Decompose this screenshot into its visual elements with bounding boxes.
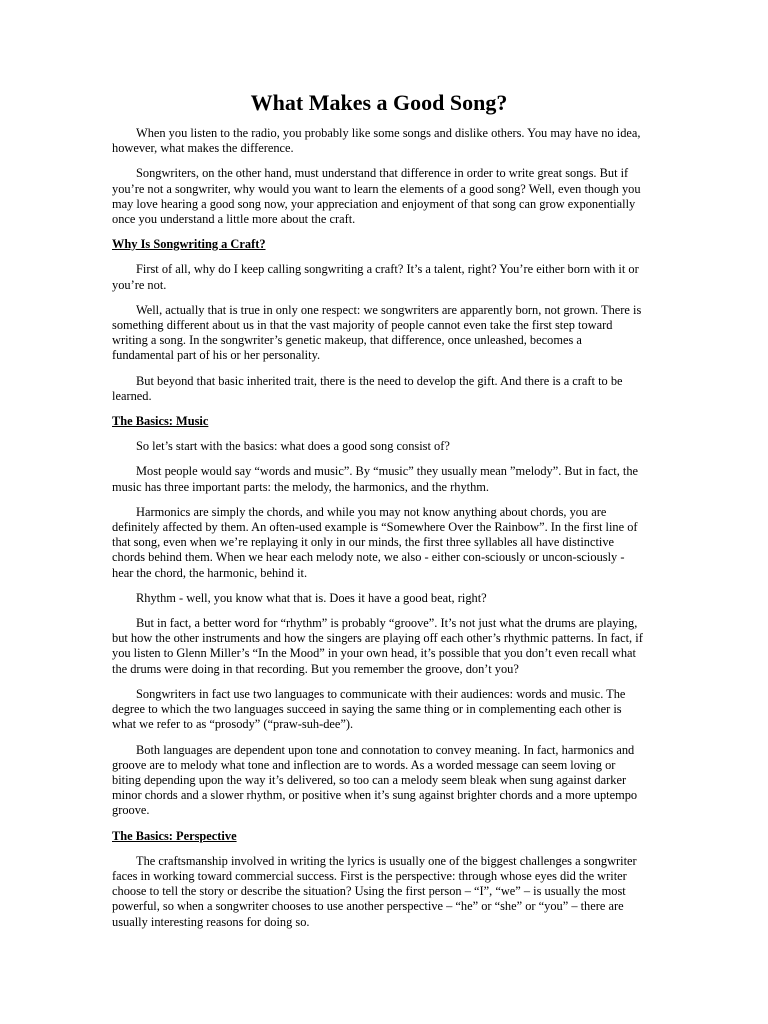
section-heading: The Basics: Perspective — [112, 828, 237, 843]
paragraph: Rhythm - well, you know what that is. Does it have a good beat, right? — [136, 590, 487, 605]
paragraph: Songwriters, on the other hand, must understand that difference in order to write great songs. But if you’re not a songwriter, why would you want to learn the elements of a good song? Well, even though you may love hearing a good song now, your appreciation and enjoyment of that song can grow exponentially once you understand a little more about the craft. — [112, 166, 641, 227]
document-page — [112, 90, 646, 940]
paragraph: Songwriters in fact use two languages to communicate with their audiences: words and music. The degree to which the two languages succeed in saying the same thing or in complementing each other is what we refer to as “prosody” (“praw-suh-dee”). — [112, 686, 626, 732]
paragraph: When you listen to the radio, you probably like some songs and dislike others. You may have no idea, however, what makes the difference. — [112, 126, 641, 156]
paragraph: So let’s start with the basics: what does a good song consist of? — [136, 439, 450, 454]
paragraph: But beyond that basic inherited trait, there is the need to develop the gift. And there is a craft to be learned. — [112, 373, 623, 403]
paragraph: Most people would say “words and music”. By “music” they usually mean ”melody”. But in fact, the music has three important parts: the melody, the harmonics, and the rhythm. — [112, 464, 639, 494]
document-title: What Makes a Good Song? — [250, 90, 508, 115]
paragraph: Well, actually that is true in only one respect: we songwriters are apparently born, not grown. There is something different about us in that the vast majority of people cannot even take the first step toward writing a song. In the songwriter’s genetic makeup, that difference, once unleashed, becomes a fundamental part of his or her personality. — [112, 302, 642, 363]
paragraph: Both languages are dependent upon tone and connotation to convey meaning. In fact, harmonics and groove are to melody what tone and inflection are to words. As a worded message can seem loving or biting depending upon the way it’s delivered, so too can a melody seem bleak when sung against darker minor chords and a slower rhythm, or positive when it’s sung against brighter chords and a more uptempo groove. — [112, 742, 638, 818]
paragraph: Harmonics are simply the chords, and while you may not know anything about chords, you are definitely affected by them. An often-used example is “Somewhere Over the Rainbow”. In the first line of that song, even when we’re replaying it only in our minds, the first three syllables all have distinctive chords behind them. When we hear each melody note, we also - either con-sciously or uncon-sciously - hear the chord, the harmonic, behind it. — [112, 504, 638, 580]
paragraph: But in fact, a better word for “rhythm” is probably “groove”. It’s not just what the drums are playing, but how the other instruments and how the singers are playing off each other’s rhythmic patterns. In fact, if you listen to Glenn Miller’s “In the Mood” in your own head, it’s possible that you don’t even recall what the drums were doing in that recording. But you remember the groove, don’t you? — [112, 616, 643, 676]
paragraph: First of all, why do I keep calling songwriting a craft? It’s a talent, right? You’re either born with it or you’re not. — [112, 262, 639, 292]
section-heading: Why Is Songwriting a Craft? — [112, 237, 266, 252]
section-heading: The Basics: Music — [112, 414, 209, 429]
paragraph: The craftsmanship involved in writing the lyrics is usually one of the biggest challenges a songwriter faces in working toward commercial success. First is the perspective: through whose eyes did the writer choose to tell the story or describe the situation? Using the first person – “I”, “we” – is usually the most powerful, so when a songwriter chooses to use another perspective – “he” or “she” or “you” – there are usually interesting reasons for doing so. — [112, 853, 637, 929]
